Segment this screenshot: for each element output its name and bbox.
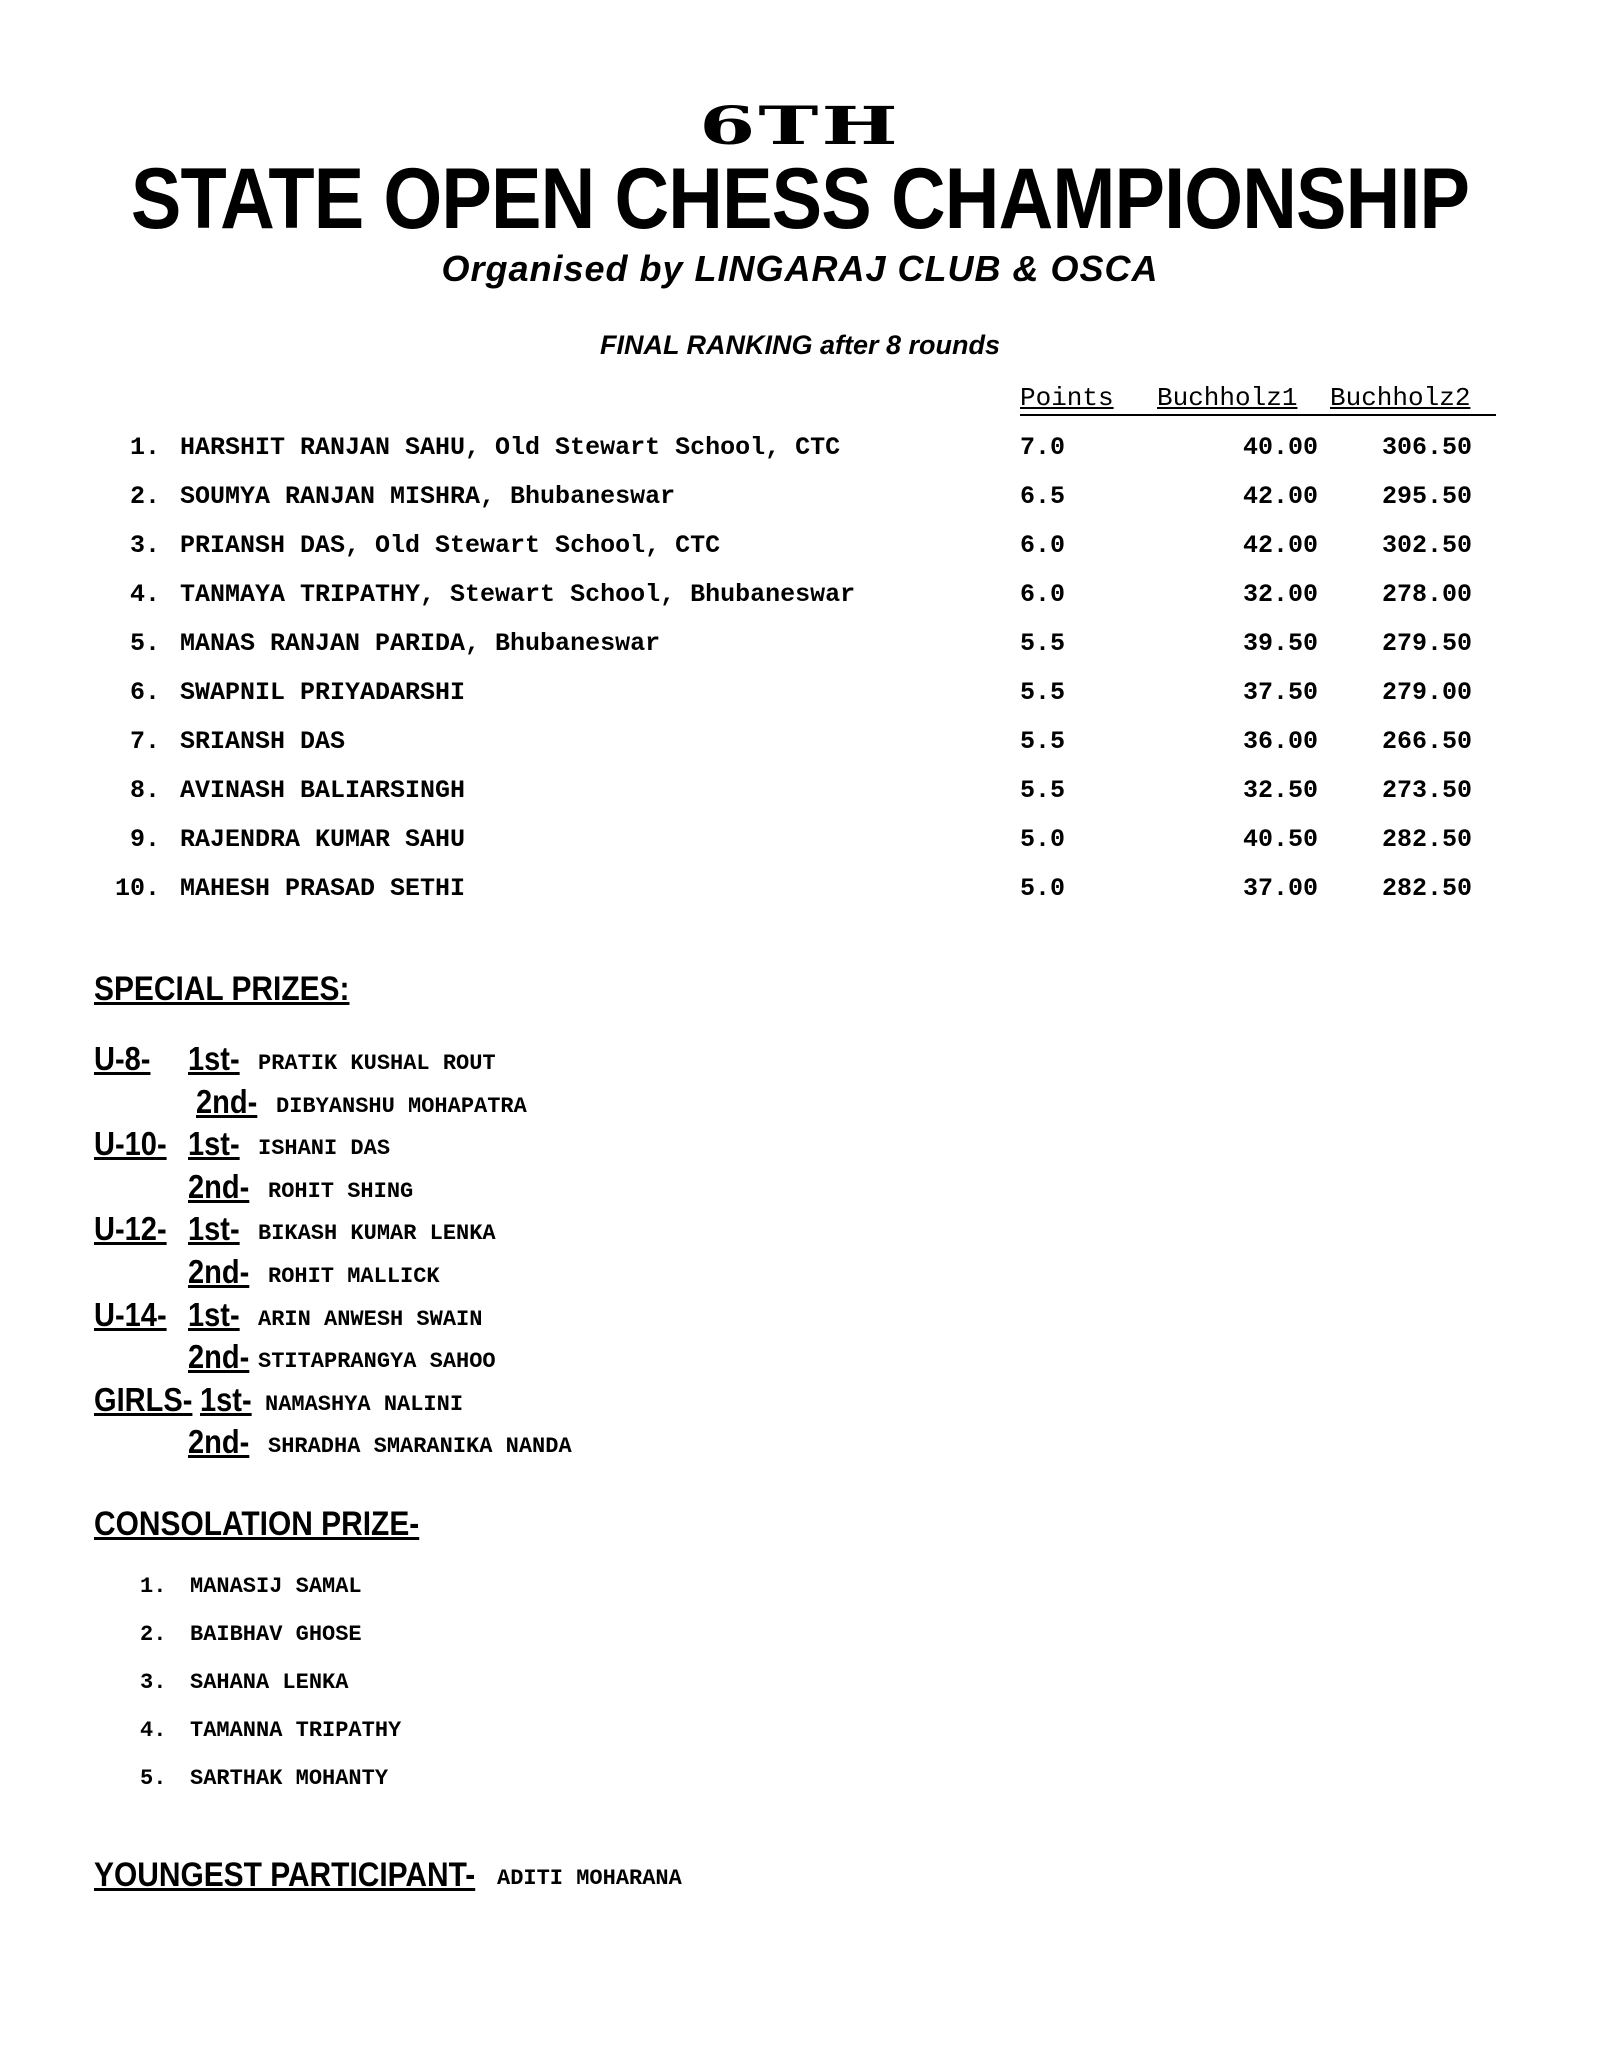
player-name: PRIANSH DAS, Old Stewart School, CTC: [180, 531, 721, 560]
consolation-number: 3.: [140, 1670, 167, 1695]
ranking-row: [0, 727, 1600, 767]
ranking-row: [0, 433, 1600, 473]
player-name: SOUMYA RANJAN MISHRA, Bhubaneswar: [180, 482, 676, 511]
ranking-row: [0, 776, 1600, 816]
prize-winner-name: ROHIT SHING: [268, 1178, 414, 1204]
prize-place: 1st-: [188, 1125, 240, 1163]
player-points: 5.5: [1020, 727, 1066, 756]
organiser-line: Organised by LINGARAJ CLUB & OSCA: [441, 248, 1159, 289]
prize-category: U-14-: [94, 1295, 167, 1333]
column-header-buchholz1: Buchholz1: [1157, 383, 1298, 413]
rank-number: 1.: [129, 433, 160, 462]
player-buchholz2: 306.50: [1381, 433, 1472, 462]
player-name: MAHESH PRASAD SETHI: [180, 874, 466, 903]
prize-winner-name: STITAPRANGYA SAHOO: [258, 1349, 496, 1375]
consolation-item: [140, 1622, 362, 1647]
consolation-name: SARTHAK MOHANTY: [190, 1766, 389, 1791]
prize-winner-name: SHRADHA SMARANIKA NANDA: [268, 1434, 572, 1460]
player-buchholz1: 40.50: [1242, 825, 1318, 854]
prize-category: GIRLS-: [94, 1380, 193, 1418]
consolation-title: CONSOLATION PRIZE-: [94, 1505, 420, 1543]
consolation-name: MANASIJ SAMAL: [190, 1574, 362, 1599]
rank-number: 10.: [114, 874, 160, 903]
consolation-number: 4.: [140, 1718, 167, 1743]
prize-place: 1st-: [188, 1295, 240, 1333]
player-name: MANAS RANJAN PARIDA, Bhubaneswar: [180, 629, 661, 658]
column-header-buchholz2: Buchholz2: [1330, 383, 1471, 413]
player-buchholz2: 279.50: [1381, 629, 1472, 658]
rank-number: 4.: [129, 580, 160, 609]
prize-place: 2nd-: [188, 1167, 250, 1205]
player-buchholz2: 278.00: [1381, 580, 1472, 609]
youngest-title: YOUNGEST PARTICIPANT-: [94, 1856, 476, 1894]
prize-winner-name: PRATIK KUSHAL ROUT: [258, 1051, 496, 1076]
player-points: 6.5: [1020, 482, 1066, 511]
player-name: AVINASH BALIARSINGH: [180, 776, 466, 805]
youngest-name: ADITI MOHARANA: [497, 1866, 682, 1891]
player-buchholz2: 302.50: [1381, 531, 1472, 560]
prize-place: 2nd-: [188, 1423, 250, 1461]
ranking-row: [0, 629, 1600, 669]
consolation-name: SAHANA LENKA: [190, 1670, 349, 1695]
player-points: 5.5: [1020, 776, 1066, 805]
rank-number: 6.: [129, 678, 160, 707]
consolation-item: [140, 1670, 348, 1695]
player-buchholz1: 42.00: [1242, 531, 1318, 560]
ranking-row: [0, 482, 1600, 522]
column-header-points: Points: [1020, 383, 1114, 413]
prize-category: U-8-: [94, 1040, 151, 1077]
player-points: 5.5: [1020, 678, 1066, 707]
prize-place: 2nd-: [196, 1082, 258, 1120]
player-name: SWAPNIL PRIYADARSHI: [180, 678, 466, 707]
consolation-item: [140, 1766, 388, 1791]
player-buchholz1: 42.00: [1242, 482, 1318, 511]
rank-number: 3.: [129, 531, 160, 560]
page-title: STATE OPEN CHESS CHAMPIONSHIP: [130, 151, 1470, 247]
prize-winner-name: ISHANI DAS: [258, 1136, 391, 1162]
player-buchholz2: 282.50: [1381, 874, 1472, 903]
ranking-row: [0, 825, 1600, 865]
prize-winner-name: NAMASHYA NALINI: [265, 1391, 464, 1417]
prize-place: 2nd-: [188, 1338, 250, 1376]
player-buchholz1: 39.50: [1242, 629, 1318, 658]
player-name: RAJENDRA KUMAR SAHU: [180, 825, 466, 854]
player-buchholz1: 36.00: [1242, 727, 1318, 756]
player-buchholz2: 273.50: [1381, 776, 1472, 805]
player-buchholz1: 37.00: [1242, 874, 1318, 903]
prize-winner-name: DIBYANSHU MOHAPATRA: [276, 1093, 527, 1119]
rank-number: 5.: [129, 629, 160, 658]
player-buchholz2: 279.00: [1381, 678, 1472, 707]
consolation-name: BAIBHAV GHOSE: [190, 1622, 362, 1647]
player-points: 5.5: [1020, 629, 1066, 658]
prize-place: 1st-: [188, 1040, 240, 1077]
consolation-number: 2.: [140, 1622, 167, 1647]
player-points: 5.0: [1020, 874, 1066, 903]
special-prizes-title: SPECIAL PRIZES:: [94, 970, 350, 1008]
ranking-row: [0, 580, 1600, 620]
player-points: 6.0: [1020, 580, 1066, 609]
ranking-title: FINAL RANKING after 8 rounds: [599, 330, 1001, 360]
prize-place: 1st-: [200, 1380, 252, 1418]
consolation-item: [140, 1718, 401, 1743]
ranking-row: [0, 531, 1600, 571]
prize-winner-name: BIKASH KUMAR LENKA: [258, 1221, 496, 1247]
header-underline: [1020, 414, 1496, 416]
player-points: 7.0: [1020, 433, 1066, 462]
rank-number: 9.: [129, 825, 160, 854]
player-points: 5.0: [1020, 825, 1066, 854]
prize-winner-name: ROHIT MALLICK: [268, 1264, 440, 1289]
ranking-row: [0, 678, 1600, 718]
prize-place: 2nd-: [188, 1253, 250, 1290]
player-buchholz1: 40.00: [1242, 433, 1318, 462]
consolation-item: [140, 1574, 362, 1599]
rank-number: 7.: [129, 727, 160, 756]
player-buchholz2: 282.50: [1381, 825, 1472, 854]
player-buchholz1: 32.50: [1242, 776, 1318, 805]
consolation-number: 5.: [140, 1766, 167, 1791]
player-points: 6.0: [1020, 531, 1066, 560]
rank-number: 2.: [129, 482, 160, 511]
player-buchholz1: 32.00: [1242, 580, 1318, 609]
prize-category: U-12-: [94, 1210, 167, 1248]
consolation-name: TAMANNA TRIPATHY: [190, 1718, 402, 1743]
player-buchholz1: 37.50: [1242, 678, 1318, 707]
consolation-number: 1.: [140, 1574, 167, 1599]
player-name: TANMAYA TRIPATHY, Stewart School, Bhubaneswar: [180, 580, 856, 609]
rank-number: 8.: [129, 776, 160, 805]
player-name: HARSHIT RANJAN SAHU, Old Stewart School, CTC: [180, 433, 841, 462]
prize-winner-name: ARIN ANWESH SWAIN: [258, 1306, 483, 1332]
ranking-row: [0, 874, 1600, 914]
prize-category: U-10-: [94, 1125, 167, 1163]
prize-place: 1st-: [188, 1210, 240, 1248]
edition-label: 6TH: [699, 96, 901, 157]
player-buchholz2: 295.50: [1381, 482, 1472, 511]
player-name: SRIANSH DAS: [180, 727, 346, 756]
player-buchholz2: 266.50: [1381, 727, 1472, 756]
